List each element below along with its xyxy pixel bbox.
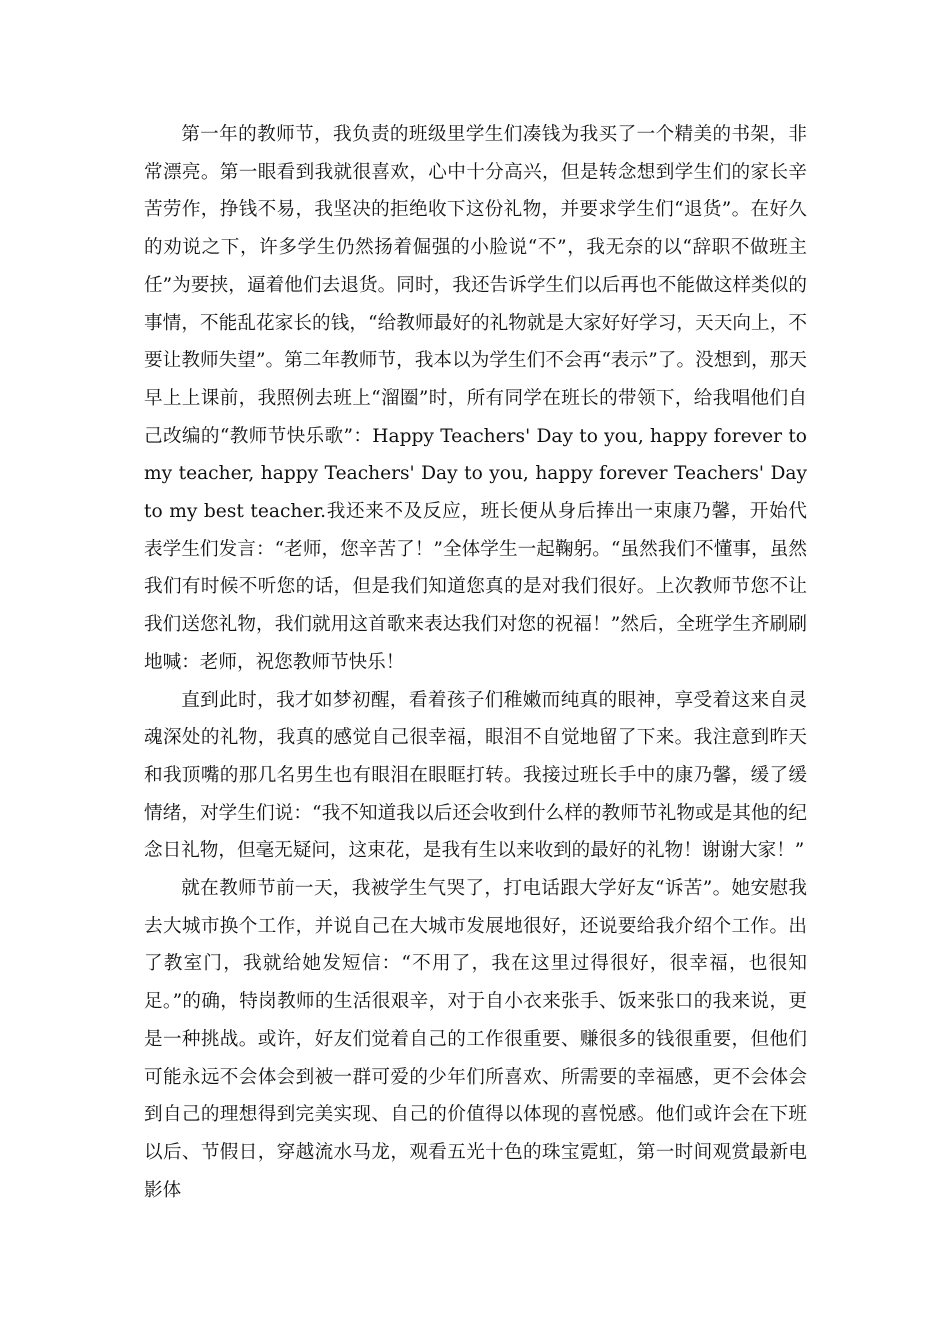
- paragraph-teachers-day-gift: 第一年的教师节，我负责的班级里学生们凑钱为我买了一个精美的书架，非常漂亮。第一眼看到我就很喜欢，心中十分高兴，但是转念想到学生们的家长辛苦劳作，挣钱不易，我坚决的拒绝收下这份礼物，并要求学生们“退货”。在好久的劝说之下，许多学生仍然扬着倔强的小脸说“不”，我无奈的以“辞职不做班主任”为要挟，逼着他们去退货。同时，我还告诉学生们以后再也不能做这样类似的事情，不能乱花家长的钱，“给教师最好的礼物就是大家好好学习，天天向上，不要让教师失望”。第二年教师节，我本以为学生们不会再“表示”了。没想到，那天早上上课前，我照例去班上“溜圈”时，所有同学在班长的带领下，给我唱他们自己改编的“教师节快乐歌”：Happy Teachers' Day to you, happy forever to my teacher, happy Teachers' Day to you, happy forever Teachers' Day to my best teacher.我还来不及反应，班长便从身后捧出一束康乃馨，开始代表学生们发言：“老师，您辛苦了！”全体学生一起鞠躬。“虽然我们不懂事，虽然我们有时候不听您的话，但是我们知道您真的是对我们很好。上次教师节您不让我们送您礼物，我们就用这首歌来表达我们对您的祝福！”然后，全班学生齐刷刷地喊：老师，祝您教师节快乐！: [144, 124, 807, 673]
- paragraph-friend-call: 就在教师节前一天，我被学生气哭了，打电话跟大学好友“诉苦”。她安慰我去大城市换个工作，并说自己在大城市发展地很好，还说要给我介绍个工作。出了教室门，我就给她发短信：“不用了，我在这里过得很好，很幸福，也很知足。”的确，特岗教师的生活很艰辛，对于自小衣来张手、饭来张口的我来说，更是一种挑战。或许，好友们觉着自己的工作很重要、赚很多的钱很重要，但他们可能永远不会体会到被一群可爱的少年们所喜欢、所需要的幸福感，更不会体会到自己的理想得到完美实现、自己的价值得以体现的喜悦感。他们或许会在下班以后、节假日，穿越流水马龙，观看五光十色的珠宝霓虹，第一时间观赏最新电影体: [144, 878, 807, 1201]
- paragraph-realization: 直到此时，我才如梦初醒，看着孩子们稚嫩而纯真的眼神，享受着这来自灵魂深处的礼物，我真的感觉自己很幸福，眼泪不自觉地留了下来。我注意到昨天和我顶嘴的那几名男生也有眼泪在眼眶打转。我接过班长手中的康乃馨，缓了缓情绪，对学生们说：“我不知道我以后还会收到什么样的教师节礼物或是其他的纪念日礼物，但毫无疑问，这束花，是我有生以来收到的最好的礼物！谢谢大家！”: [144, 689, 807, 862]
- document-body: [144, 116, 807, 1209]
